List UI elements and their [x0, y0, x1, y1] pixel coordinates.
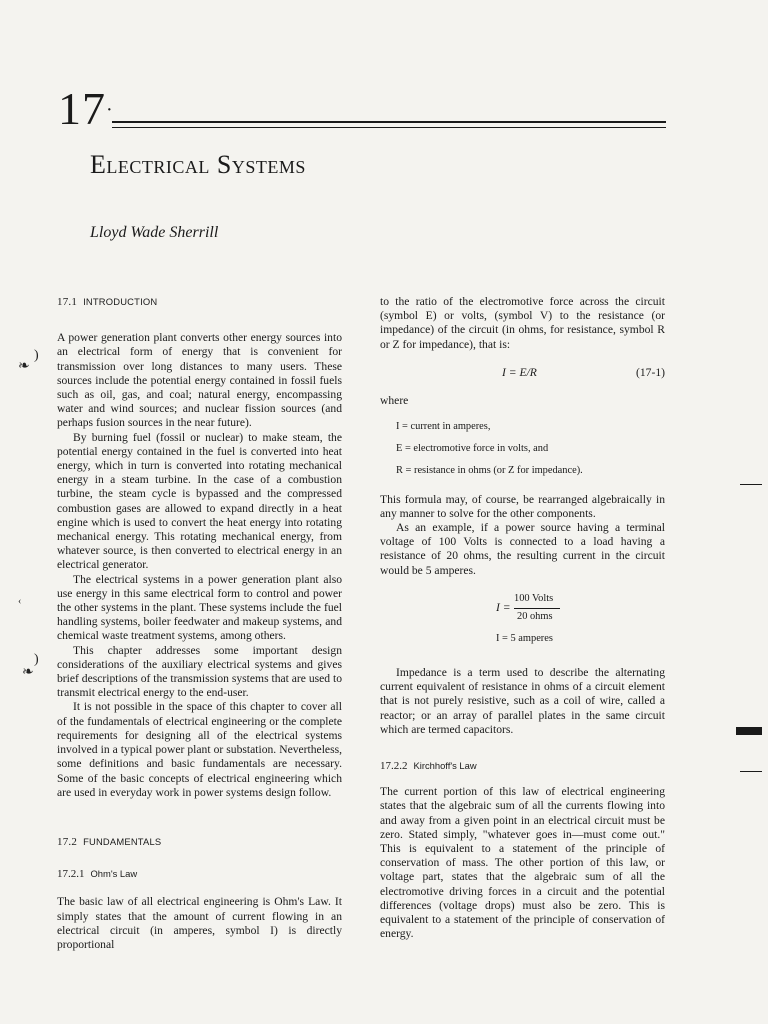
margin-mark: ❧ [22, 665, 34, 680]
margin-mark: ❧ [18, 359, 30, 374]
paragraph: The electrical systems in a power generation plant also use energy in this same electrical form to control and power the other systems in the plant. These systems include the fuel handling systems, boiler feedwater and makeup systems, and chemical waste treatment systems, among others. [57, 572, 342, 643]
margin-mark: ) [34, 348, 39, 363]
example-result: I = 5 amperes [496, 632, 553, 644]
equation: I = E/R [502, 365, 537, 379]
equation-number: (17-1) [636, 365, 665, 379]
definition-resistance: R = resistance in ohms (or Z for impedance). [396, 465, 583, 477]
section-heading-fundamentals: 17.2 FUNDAMENTALS [57, 835, 162, 848]
equation-ohms-law [380, 366, 665, 382]
paragraph: The current portion of this law of electrical engineering states that the algebraic sum of all the currents flowing into and away from a given point in an electrical circuit must be zero. Stated simply, "whatever goes in—must come out." This is equivalent to a statement of the principle of conservation of mass. The other portion of this law, or voltage part, states that the algebraic sum of all the electromotive driving forces in a circuit and the potential differences (voltage drops) must also be zero. This is equivalent to a statement of the principle of conservation of energy. [380, 785, 665, 941]
section-heading-intro: 17.1 INTRODUCTION [57, 296, 158, 308]
chapter-rule-top [112, 121, 666, 123]
definition-current: I = current in amperes, [396, 421, 491, 433]
edge-mark [740, 771, 762, 772]
chapter-rule-bottom [112, 127, 666, 128]
right-column [380, 295, 665, 942]
edge-mark [736, 727, 762, 735]
paragraph: It is not possible in the space of this chapter to cover all of the fundamentals of electrical engineering or the complete requirements for designing all of the electrical systems involved in a typical power plant or substation. Nevertheless, some definitions and basic fundamentals are necessary. Some of the basic concepts of electrical engineering which are used in everyday work in power systems design follow. [57, 700, 342, 799]
fraction-denominator: 20 ohms [517, 610, 553, 622]
paragraph: As an example, if a power source having a terminal voltage of 100 Volts is connected to a load having a resistance of 20 ohms, the resulting current in the circuit would be 5 amperes. [380, 521, 665, 577]
fraction-bar [514, 608, 560, 609]
paragraph: This chapter addresses some important design considerations of the auxiliary electrical systems and gives brief descriptions of the transmission systems that are used to transmit electrical energy to the end-user. [57, 643, 342, 700]
subsection-heading-ohms-law: 17.2.1 Ohm's Law [57, 868, 138, 881]
definition-emf: E = electromotive force in volts, and [396, 443, 549, 455]
example-fraction [380, 592, 665, 624]
chapter-number: 17· [58, 83, 114, 134]
where-label: where [380, 393, 409, 407]
paragraph: The basic law of all electrical engineering is Ohm's Law. It simply states that the amount of current flowing in an electrical circuit (in amperes, symbol I) is directly proportional [57, 895, 342, 951]
margin-mark: ) [34, 652, 39, 667]
chapter-author: Lloyd Wade Sherrill [90, 224, 219, 241]
edge-mark [740, 484, 762, 485]
paragraph: This formula may, of course, be rearranged algebraically in any manner to solve for the other components. [380, 492, 665, 520]
paragraph: Impedance is a term used to describe the alternating current equivalent of resistance in ohms of a circuit element that is not purely resistive, such as a coil of wire, called a reactor; or an array of parallel plates in the same circuit which are termed capacitors. [380, 666, 665, 736]
fraction-numerator: 100 Volts [514, 592, 554, 604]
left-column [57, 295, 342, 952]
paragraph: A power generation plant converts other energy sources into an electrical form of energy that is convenient for transmission over long distances to many users. These sources include the potential energy contained in fossil fuels such as oil, gas, and coal; natural energy, encompassing water and wind sources; and nuclear fission sources (and perhaps fusion sources in the near future). [57, 331, 342, 430]
fraction-lhs: I = [496, 600, 511, 614]
subsection-heading-kirchhoff: 17.2.2 Kirchhoff's Law [380, 760, 477, 773]
margin-mark: ‹ [18, 596, 22, 607]
chapter-title: Electrical Systems [90, 150, 306, 179]
paragraph: to the ratio of the electromotive force across the circuit (symbol E) or volts, (symbol V) to the resistance (or impedance) of the circuit (in ohms, for resistance, symbol R or Z for impedance), that is: [380, 295, 665, 351]
paragraph: By burning fuel (fossil or nuclear) to make steam, the potential energy contained in the fuel is converted into heat energy, which in turn is converted into rotating mechanical energy in a steam turbine. In the case of a combustion turbine, the steam cycle is bypassed and the compressed combustion gases are allowed to expand directly in a heat engine which is used to convert the heat energy into rotating mechanical energy. This rotating mechanical energy, from whatever source, is then converted to electrical energy in an electrical generator. [57, 430, 342, 572]
